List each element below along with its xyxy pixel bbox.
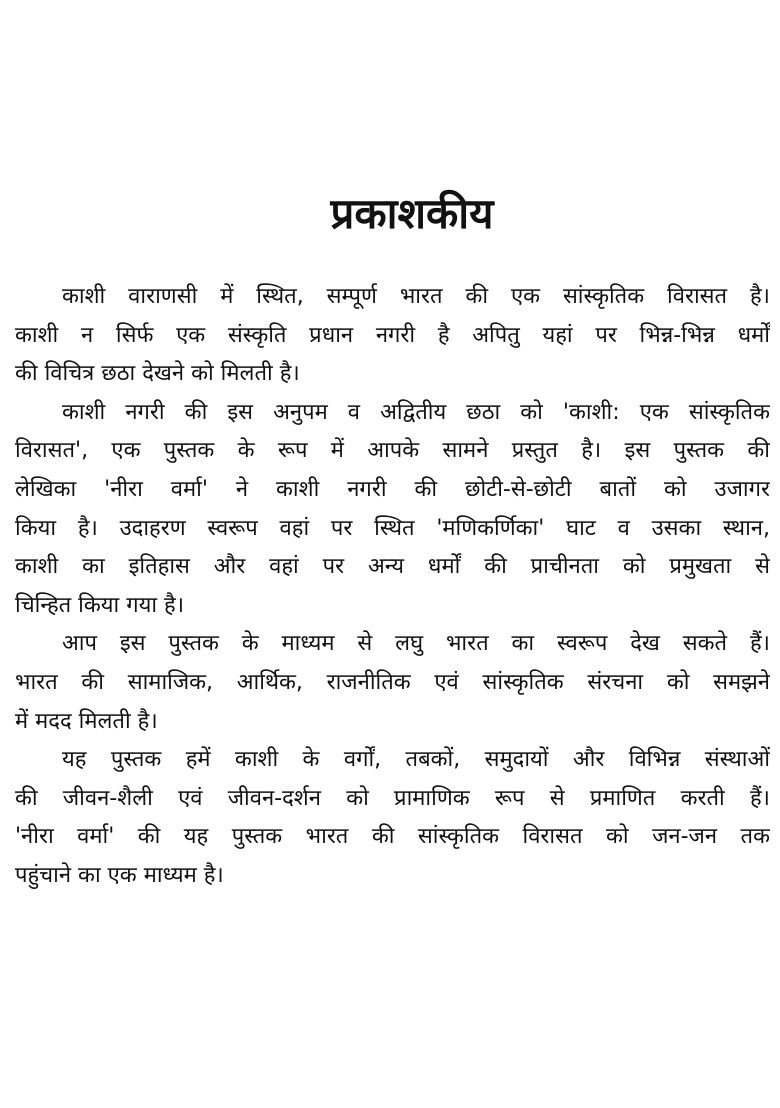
- text-line: काशी वाराणसी में स्थित, सम्पूर्ण भारत की एक सांस्कृतिक विरासत है।: [62, 284, 770, 309]
- paragraph: [15, 278, 770, 394]
- text-line: में मदद मिलती है।: [15, 708, 158, 734]
- text-line: किया है। उदाहरण स्वरूप वहां पर स्थित 'मणिकर्णिका' घाट व उसका स्थान,: [15, 515, 770, 541]
- text-line: पहुंचाने का एक माध्यम है।: [15, 862, 224, 888]
- document-body: [15, 278, 770, 896]
- text-line: काशी न सिर्फ एक संस्कृति प्रधान नगरी है अपितु यहां पर भिन्न-भिन्न धर्मों: [15, 322, 770, 348]
- text-line: विरासत', एक पुस्तक के रूप में आपके सामने प्रस्तुत है। इस पुस्तक की: [15, 438, 770, 464]
- text-line: काशी नगरी की इस अनुपम व अद्वितीय छठा को 'काशी: एक सांस्कृतिक: [62, 399, 770, 425]
- text-line: की विचित्र छठा देखने को मिलती है।: [15, 361, 300, 387]
- text-line: की जीवन-शैली एवं जीवन-दर्शन को प्रामाणिक रूप से प्रमाणित करती हैं।: [15, 785, 770, 811]
- text-line: चिन्हित किया गया है।: [15, 592, 185, 618]
- text-line: भारत की सामाजिक, आर्थिक, राजनीतिक एवं सांस्कृतिक संरचना को समझने: [15, 669, 770, 695]
- text-line: लेखिका 'नीरा वर्मा' ने काशी नगरी की छोटी-से-छोटी बातों को उजागर: [15, 476, 770, 502]
- text-line: यह पुस्तक हमें काशी के वर्गों, तबकों, समुदायों और विभिन्न संस्थाओं: [62, 747, 770, 773]
- paragraph: [15, 394, 770, 626]
- paragraph: [15, 741, 770, 895]
- text-line: 'नीरा वर्मा' की यह पुस्तक भारत की सांस्कृतिक विरासत को जन-जन तक: [15, 824, 770, 850]
- text-line: आप इस पुस्तक के माध्यम से लघु भारत का स्वरूप देख सकते हैं।: [62, 631, 770, 657]
- page-title: प्रकाशकीय: [330, 189, 494, 238]
- paragraph: [15, 625, 770, 741]
- text-line: काशी का इतिहास और वहां पर अन्य धर्मों की प्राचीनता को प्रमुखता से: [15, 554, 770, 580]
